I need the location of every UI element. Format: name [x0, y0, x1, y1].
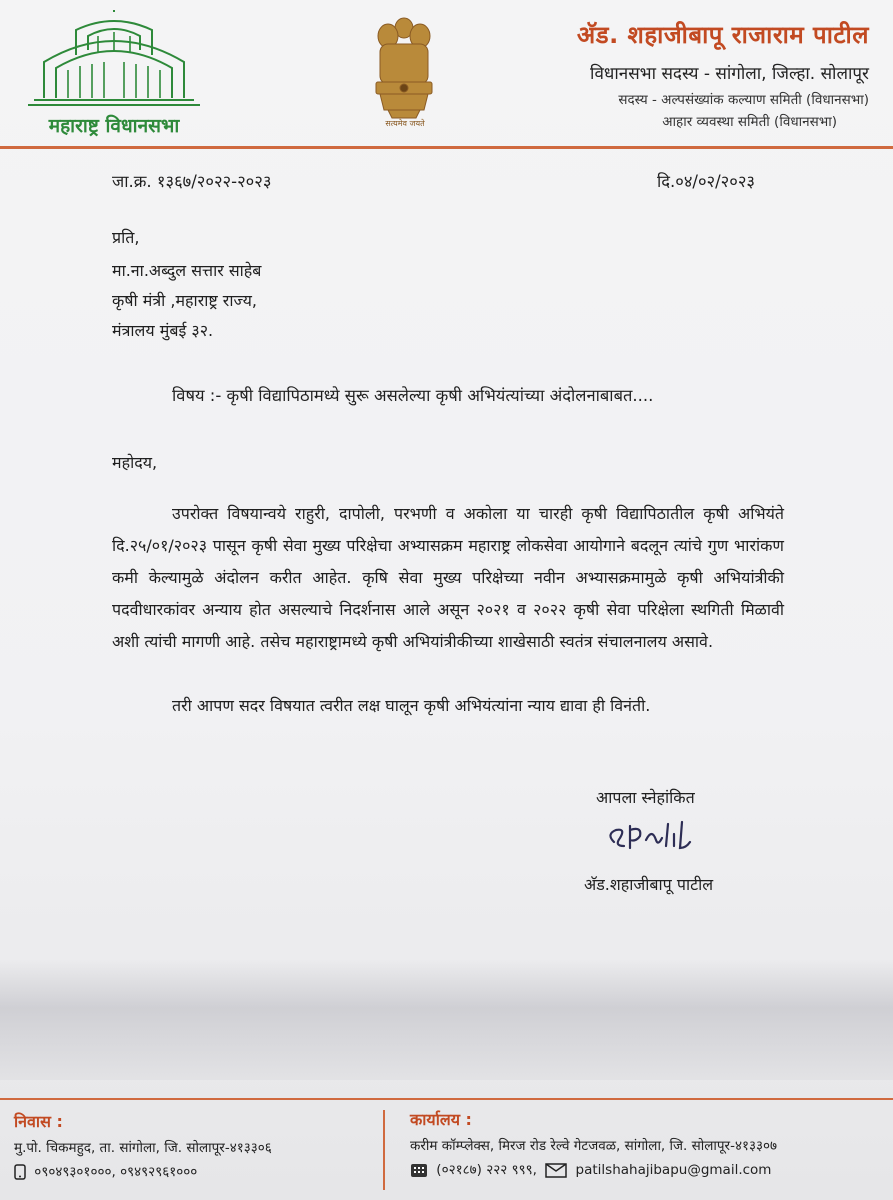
letterhead-details [577, 18, 869, 130]
salutation: महोदय, [112, 453, 158, 472]
office-label: कार्यालय : [410, 1110, 472, 1129]
reference-number: जा.क्र. १३६७/२०२२-२०२३ [112, 172, 272, 191]
body-paragraph-1: उपरोक्त विषयान्वये राहुरी, दापोली, परभणी व अकोला या चारही कृषी विद्यापिठातील कृषी अभियंते दि.२५/०१/२०२३ पासून कृषी सेवा मुख्य परिक्षेचा अभ्यासक्रम महाराष्ट्र लोकसेवा आयोगाने बदलून त्यांचे गुण भारांकण कमी केल्यामुळे अंदोलन करीत आहेत. कृषि सेवा मुख्य परिक्षेच्या नवीन अभ्यासक्रमामुळे कृषी अभियांत्रीकी पदवीधारकांवर अन्याय होत असल्याचे निदर्शनास आले असून २०२१ व २०२२ कृषी सेवा परिक्षेला स्थगिती मिळावी अशी त्यांची मागणी आहे. तसेच महाराष्ट्रामध्ये कृषी अभियांत्रीकीच्या शाखेसाठी स्वतंत्र संचालनालय असावे. [112, 504, 784, 651]
committee-line-2: आहार व्यवस्था समिती (विधानसभा) [662, 114, 837, 130]
office-contact-row [410, 1160, 771, 1178]
committee-line-1: सदस्य - अल्पसंख्यांक कल्याण समिती (विधानसभा) [618, 92, 869, 108]
residence-phone: ०९०४९३०१०००, ०९४९२९६१००० [34, 1164, 198, 1180]
recipient-prefix: प्रति, [112, 228, 140, 247]
body-paragraph-2: तरी आपण सदर विषयात त्वरीत लक्ष घालून कृषी अभियंत्यांना न्याय द्यावा ही विनंती. [172, 696, 651, 715]
email-icon [545, 1163, 567, 1178]
header-divider [0, 146, 893, 149]
office-phone: (०२१८७) २२२ ९९९, [436, 1162, 537, 1178]
residence-address: मु.पो. चिकमहुद, ता. सांगोला, जि. सोलापूर-४१३३०६ [14, 1140, 272, 1156]
signer-name: अ‍ॅड.शहाजीबापू पाटील [584, 875, 714, 894]
addressee-designation: कृषी मंत्री ,महाराष्ट्र राज्य, [112, 291, 258, 310]
office-address: करीम कॉम्प्लेक्स, मिरज रोड रेल्वे गेटजवळ, सांगोला, जि. सोलापूर-४१३३०७ [410, 1138, 778, 1154]
footer-divider [0, 1098, 893, 1100]
assembly-logo [14, 10, 214, 140]
telephone-icon [410, 1162, 428, 1178]
emblem-caption: सत्यमेव जयते [385, 119, 425, 128]
mobile-phone-icon [14, 1164, 26, 1180]
addressee-name: मा.ना.अब्दुल सत्तार साहेब [112, 261, 262, 280]
letter-date: दि.०४/०२/२०२३ [656, 172, 755, 191]
footer-column-divider [383, 1110, 385, 1190]
national-emblem-icon [368, 14, 440, 132]
assembly-label: महाराष्ट्र विधानसभा [48, 115, 180, 137]
office-email: patilshahajibapu@gmail.com [575, 1162, 772, 1178]
residence-phone-row [14, 1162, 197, 1180]
residence-label: निवास : [14, 1112, 63, 1131]
paper-shadow [0, 960, 893, 1080]
letter-subject: विषय :- कृषी विद्यापिठामध्ये सुरू असलेल्या कृषी अभियंत्यांच्या अंदोलनाबाबत.... [172, 386, 654, 405]
closing-phrase: आपला स्नेहांकित [596, 788, 695, 807]
signature [600, 812, 760, 856]
addressee-location: मंत्रालय मुंबई ३२. [112, 321, 214, 340]
letterhead-name: अ‍ॅड. शहाजीबापू राजाराम पाटील [576, 21, 869, 49]
member-designation: विधानसभा सदस्य - सांगोला, जिल्हा. सोलापूर [590, 64, 869, 84]
assembly-building-icon [14, 10, 214, 110]
